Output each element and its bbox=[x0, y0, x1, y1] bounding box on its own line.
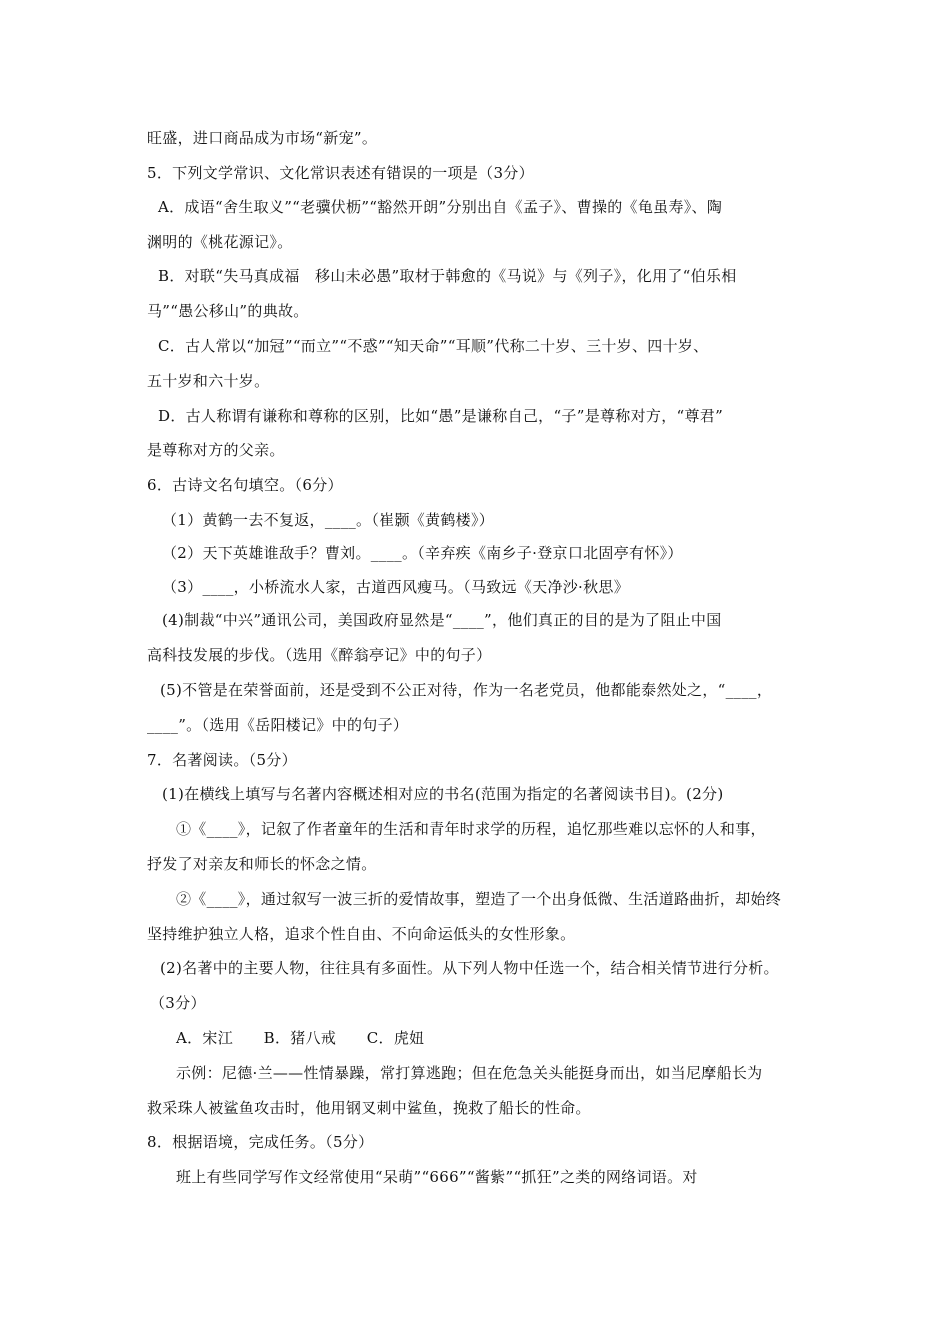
question-6-item-5-cont: ____”。（选用《岳阳楼记》中的句子） bbox=[147, 716, 409, 734]
question-7-part-1-item-1-cont: 抒发了对亲友和师长的怀念之情。 bbox=[147, 855, 377, 873]
question-5-option-c: C．古人常以“加冠”“而立”“不惑”“知天命”“耳顺”代称二十岁、三十岁、四十岁、 bbox=[158, 337, 709, 355]
question-5-option-b-cont: 马”“愚公移山”的典故。 bbox=[147, 302, 309, 320]
question-5-option-a: A．成语“舍生取义”“老骥伏枥”“豁然开朗”分别出自《孟子》、曹操的《龟虽寿》、陶 bbox=[158, 198, 723, 216]
question-7-part-2-score: （3分） bbox=[150, 994, 206, 1012]
question-6-item-4-cont: 高科技发展的步伐。（选用《醉翁亭记》中的句子） bbox=[147, 646, 492, 664]
question-7-example-cont: 救采珠人被鲨鱼攻击时，他用钢叉刺中鲨鱼，挽救了船长的性命。 bbox=[147, 1099, 591, 1117]
question-5-option-d: D．古人称谓有谦称和尊称的区别，比如“愚”是谦称自己，“子”是尊称对方，“尊君” bbox=[158, 407, 724, 425]
question-5-option-a-cont: 渊明的《桃花源记》。 bbox=[147, 233, 293, 251]
question-6-item-5: (5)不管是在荣誉面前，还是受到不公正对待，作为一名老党员，他都能泰然处之，“____， bbox=[160, 681, 773, 699]
question-5-option-d-cont: 是尊称对方的父亲。 bbox=[147, 441, 285, 459]
text-line-continuation: 旺盛，进口商品成为市场“新宠”。 bbox=[147, 129, 378, 147]
question-7-example: 示例：尼德·兰——性情暴躁，常打算逃跑；但在危急关头能挺身而出，如当尼摩船长为 bbox=[176, 1064, 763, 1082]
question-8-paragraph: 班上有些同学写作文经常使用“呆萌”“666”“酱紫”“抓狂”之类的网络词语。对 bbox=[176, 1168, 698, 1186]
question-7-title: 7．名著阅读。（5分） bbox=[147, 751, 297, 769]
question-6-item-4: (4)制裁“中兴”通讯公司，美国政府显然是“____”，他们真正的目的是为了阻止中国 bbox=[162, 611, 722, 629]
question-6-item-2: （2）天下英雄谁敌手？曹刘。____。（辛弃疾《南乡子·登京口北固亭有怀》） bbox=[162, 544, 683, 562]
question-7-part-1-item-1: ①《____》，记叙了作者童年的生活和青年时求学的历程，追忆那些难以忘怀的人和事， bbox=[176, 820, 766, 838]
question-7-part-1-item-2-cont: 坚持维护独立人格，追求个性自由、不向命运低头的女性形象。 bbox=[147, 925, 576, 943]
question-7-part-2-options: A．宋江 B．猪八戒 C．虎妞 bbox=[176, 1029, 425, 1047]
question-7-part-1-item-2: ②《____》，通过叙写一波三折的爱情故事，塑造了一个出身低微、生活道路曲折，却始终 bbox=[176, 890, 782, 908]
question-5-title: 5．下列文学常识、文化常识表述有错误的一项是（3分） bbox=[147, 164, 534, 182]
question-6-item-3: （3）____，小桥流水人家，古道西风瘦马。（马致远《天净沙·秋思》 bbox=[162, 578, 630, 596]
question-5-option-b: B．对联“失马真成福 移山未必愚”取材于韩愈的《马说》与《列子》，化用了“伯乐相 bbox=[158, 267, 737, 285]
question-8-title: 8．根据语境，完成任务。（5分） bbox=[147, 1133, 374, 1151]
question-7-part-2: (2)名著中的主要人物，往往具有多面性。从下列人物中任选一个，结合相关情节进行分析。 bbox=[160, 959, 779, 977]
question-7-part-1: (1)在横线上填写与名著内容概述相对应的书名(范围为指定的名著阅读书目)。(2分) bbox=[162, 785, 724, 803]
question-6-item-1: （1）黄鹤一去不复返，____。（崔颢《黄鹤楼》） bbox=[162, 511, 495, 529]
question-6-title: 6．古诗文名句填空。（6分） bbox=[147, 476, 343, 494]
question-5-option-c-cont: 五十岁和六十岁。 bbox=[147, 372, 270, 390]
